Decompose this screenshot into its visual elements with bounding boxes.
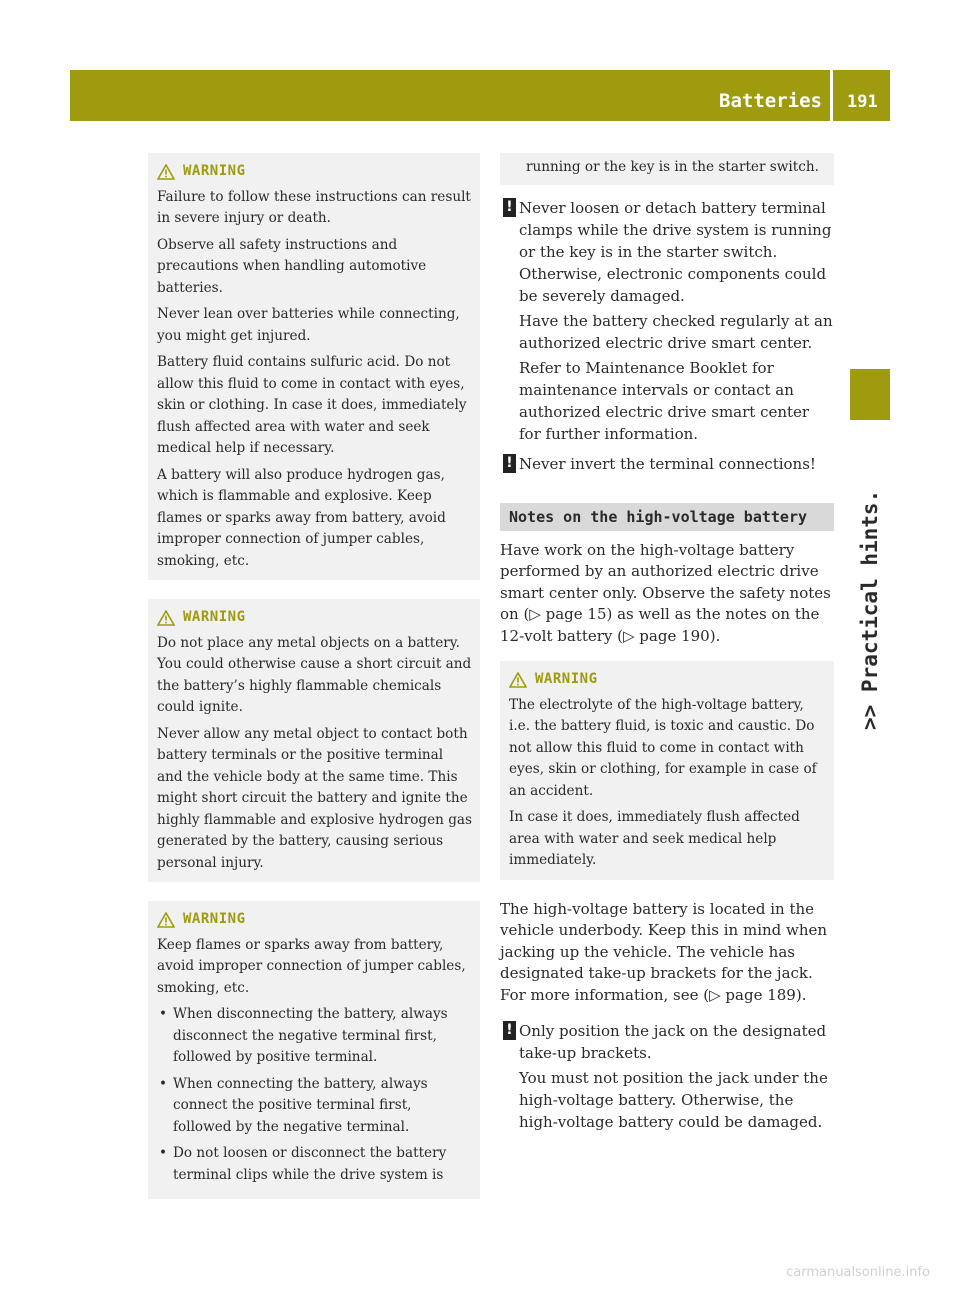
warning-box-4: [500, 661, 834, 880]
exclamation-icon: !: [503, 1021, 516, 1040]
warning-heading: [157, 161, 472, 183]
warning-text: Do not place any metal objects on a battery. You could otherwise cause a short circuit and the battery’s highly flammable chemicals could ignite.: [157, 634, 472, 715]
footer-watermark: carmanualsonline.info: [786, 1265, 930, 1280]
warning-box-2: [148, 599, 480, 882]
list-item: • When disconnecting the battery, always disconnect the negative terminal first, followed by positive terminal.: [157, 1004, 472, 1069]
warning-label: WARNING: [183, 163, 246, 179]
list-item: • When connecting the battery, always connect the positive terminal first, followed by the negative terminal.: [157, 1074, 472, 1139]
warning-text: A battery will also produce hydrogen gas, which is flammable and explosive. Keep flames or sparks away from battery, avoid improper connection of jumper cables, smoking, etc.: [157, 466, 446, 569]
warning-heading: [157, 909, 472, 931]
warning-text: In case it does, immediately flush affected area with water and seek medical help immediately.: [509, 809, 800, 868]
warning-triangle-icon: [157, 164, 175, 180]
note-text: You must not position the jack under the high-voltage battery. Otherwise, the high-voltage battery could be damaged.: [519, 1069, 828, 1131]
note-block-3: [500, 1020, 834, 1133]
left-column: [148, 153, 480, 1218]
warning-triangle-icon: [157, 912, 175, 928]
warning-text: Failure to follow these instructions can result in severe injury or death.: [157, 188, 471, 226]
section-heading: Notes on the high-voltage battery: [500, 503, 834, 531]
warning-text: The electrolyte of the high-voltage battery, i.e. the battery fluid, is toxic and caustic. Do not allow this fluid to come in contact with eyes, skin or clothing, for example in case of an accident.: [509, 696, 817, 799]
right-column: [500, 153, 834, 1141]
note-text: Refer to Maintenance Booklet for maintenance intervals or contact an authorized electric drive smart center for further information.: [519, 358, 810, 443]
warning-label: WARNING: [535, 671, 598, 687]
warning-box-1: [148, 153, 480, 580]
body-paragraph: The high-voltage battery is located in the vehicle underbody. Keep this in mind when jacking up the vehicle. The vehicle has designated take-up brackets for the jack. For more information, see (▷ page 189).: [500, 899, 828, 1004]
chapter-label: [850, 430, 890, 730]
warning-text: Keep flames or sparks away from battery, avoid improper connection of jumper cables, smoking, etc.: [157, 936, 466, 996]
warning-heading: [509, 669, 826, 691]
note-text: Never loosen or detach battery terminal clamps while the drive system is running or the key is in the starter switch. Otherwise, electronic components could be severely damaged.: [519, 198, 832, 305]
warning-text: Never lean over batteries while connecting, you might get injured.: [157, 306, 460, 344]
warning-heading: [157, 607, 472, 629]
warning-continuation: [500, 153, 834, 185]
warning-text: Never allow any metal object to contact both battery terminals or the positive terminal and the vehicle body at the same time. This might short circuit the battery and ignite the highly flammable and explosive hydrogen gas generated by the battery, causing serious personal injury.: [157, 725, 472, 871]
note-block-2: [500, 453, 834, 475]
exclamation-icon: !: [503, 454, 516, 473]
warning-triangle-icon: [509, 672, 527, 688]
warning-triangle-icon: [157, 610, 175, 626]
warning-label: WARNING: [183, 609, 246, 625]
list-item: • Do not loosen or disconnect the battery terminal clips while the drive system is: [157, 1143, 472, 1186]
warning-text: Observe all safety instructions and precautions when handling automotive batteries.: [157, 236, 427, 296]
bullet-list: [157, 1004, 472, 1186]
chapter-label-text: >> Practical hints.: [858, 489, 882, 730]
header-title: Batteries: [719, 90, 822, 112]
body-paragraph: Have work on the high-voltage battery performed by an authorized electric drive smart center only. Observe the safety notes on (▷ page 15) as well as the notes on the 12-volt battery (▷ page 190).: [500, 540, 831, 645]
warning-box-3: [148, 901, 480, 1199]
note-text: Have the battery checked regularly at an authorized electric drive smart center.: [519, 311, 833, 352]
warning-label: WARNING: [183, 911, 246, 927]
header-divider: [830, 70, 833, 121]
page-header: [70, 70, 890, 121]
warning-text: Battery fluid contains sulfuric acid. Do not allow this fluid to come in contact with eyes, skin or clothing. In case it does, immediately flush affected area with water and seek medical help if necessary.: [157, 354, 467, 456]
page-number: 191: [847, 92, 878, 112]
note-text: Only position the jack on the designated take-up brackets.: [519, 1022, 827, 1062]
chapter-tab: [850, 369, 890, 420]
note-block-1: [500, 197, 834, 445]
exclamation-icon: !: [503, 198, 516, 217]
continuation-text: running or the key is in the starter switch.: [526, 159, 819, 175]
note-text: Never invert the terminal connections!: [519, 454, 816, 473]
